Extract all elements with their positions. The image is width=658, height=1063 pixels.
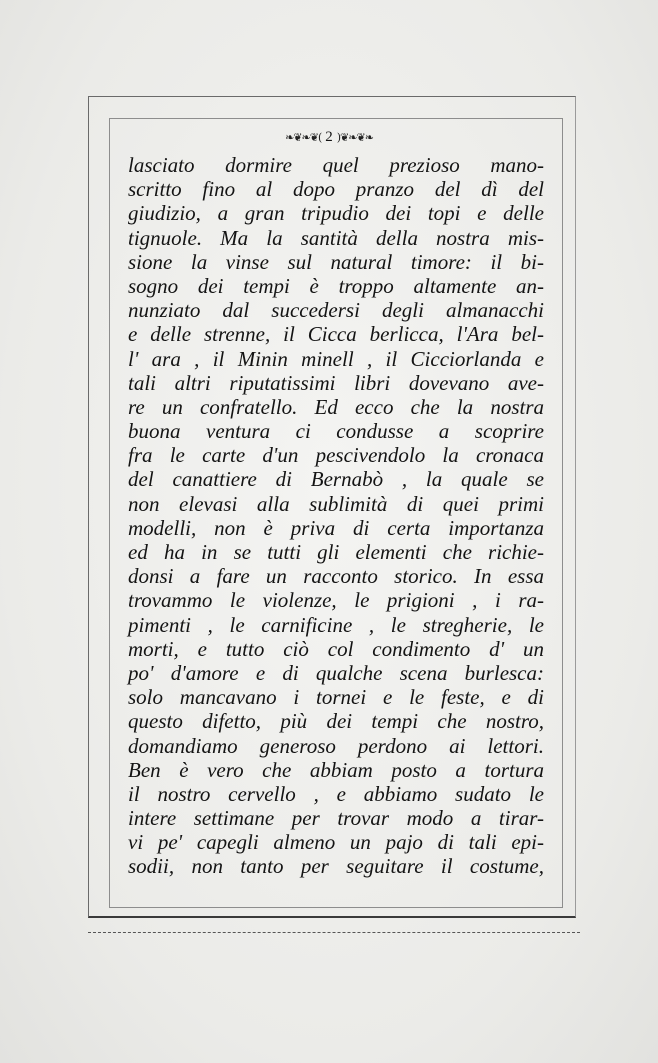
text-line: scritto fino al dopo pranzo del dì del bbox=[128, 177, 544, 202]
text-line: lasciato dormire quel prezioso mano- bbox=[128, 153, 544, 177]
text-line: e delle strenne, il Cicca berlicca, l'Ara bel- bbox=[128, 322, 544, 347]
text-line: fra le carte d'un pescivendolo la cronaca bbox=[128, 443, 544, 468]
text-line: questo difetto, più dei tempi che nostro, bbox=[128, 709, 544, 734]
text-line: vi pe' capegli almeno un pajo di tali epi- bbox=[128, 830, 544, 855]
page-header bbox=[229, 126, 429, 148]
text-line: domandiamo generoso perdono ai lettori. bbox=[128, 733, 544, 758]
text-line: po' d'amore e di qualche scena burlesca: bbox=[128, 660, 544, 685]
body-text bbox=[128, 153, 544, 879]
text-line: giudizio, a gran tripudio dei topi e delle bbox=[128, 201, 544, 226]
text-line: tignuole. Ma la santità della nostra mis- bbox=[128, 225, 544, 250]
text-line: Ben è vero che abbiam posto a tortura bbox=[128, 757, 544, 782]
text-line: ed ha in se tutti gli elementi che richie- bbox=[128, 540, 544, 564]
text-line: sodii, non tanto per seguitare il costume, bbox=[128, 854, 544, 879]
text-line: trovammo le violenze, le prigioni , i ra- bbox=[128, 588, 544, 613]
text-line: tali altri riputatissimi libri dovevano ave- bbox=[128, 370, 544, 395]
ornament-left-icon: ❧❦❧❦( bbox=[285, 130, 322, 144]
ornament-right-icon: )❦❧❦❧ bbox=[336, 130, 373, 144]
text-line: modelli, non è priva di certa importanza bbox=[128, 515, 544, 540]
text-line: solo mancavano i tornei e le feste, e di bbox=[128, 685, 544, 710]
bottom-rule bbox=[88, 932, 580, 933]
text-line: morti, e tutto ciò col condimento d' un bbox=[128, 636, 544, 661]
text-line: sione la vinse sul natural timore: il bi- bbox=[128, 249, 544, 274]
text-line: buona ventura ci condusse a scoprire bbox=[128, 419, 544, 444]
text-line: l' ara , il Minin minell , il Cicciorlanda e bbox=[128, 346, 544, 371]
text-line: donsi a fare un racconto storico. In essa bbox=[128, 564, 544, 589]
text-line: non elevasi alla sublimità di quei primi bbox=[128, 491, 544, 516]
text-line: re un confratello. Ed ecco che la nostra bbox=[128, 394, 544, 419]
text-line: sogno dei tempi è troppo altamente an- bbox=[128, 273, 544, 298]
text-line: pimenti , le carnificine , le stregherie, le bbox=[128, 612, 544, 637]
page-number: 2 bbox=[325, 128, 333, 145]
text-line: del canattiere di Bernabò , la quale se bbox=[128, 467, 544, 492]
text-line: il nostro cervello , e abbiamo sudato le bbox=[128, 781, 544, 806]
text-line: nunziato dal succedersi degli almanacchi bbox=[128, 298, 544, 323]
text-line: intere settimane per trovar modo a tirar- bbox=[128, 806, 544, 831]
